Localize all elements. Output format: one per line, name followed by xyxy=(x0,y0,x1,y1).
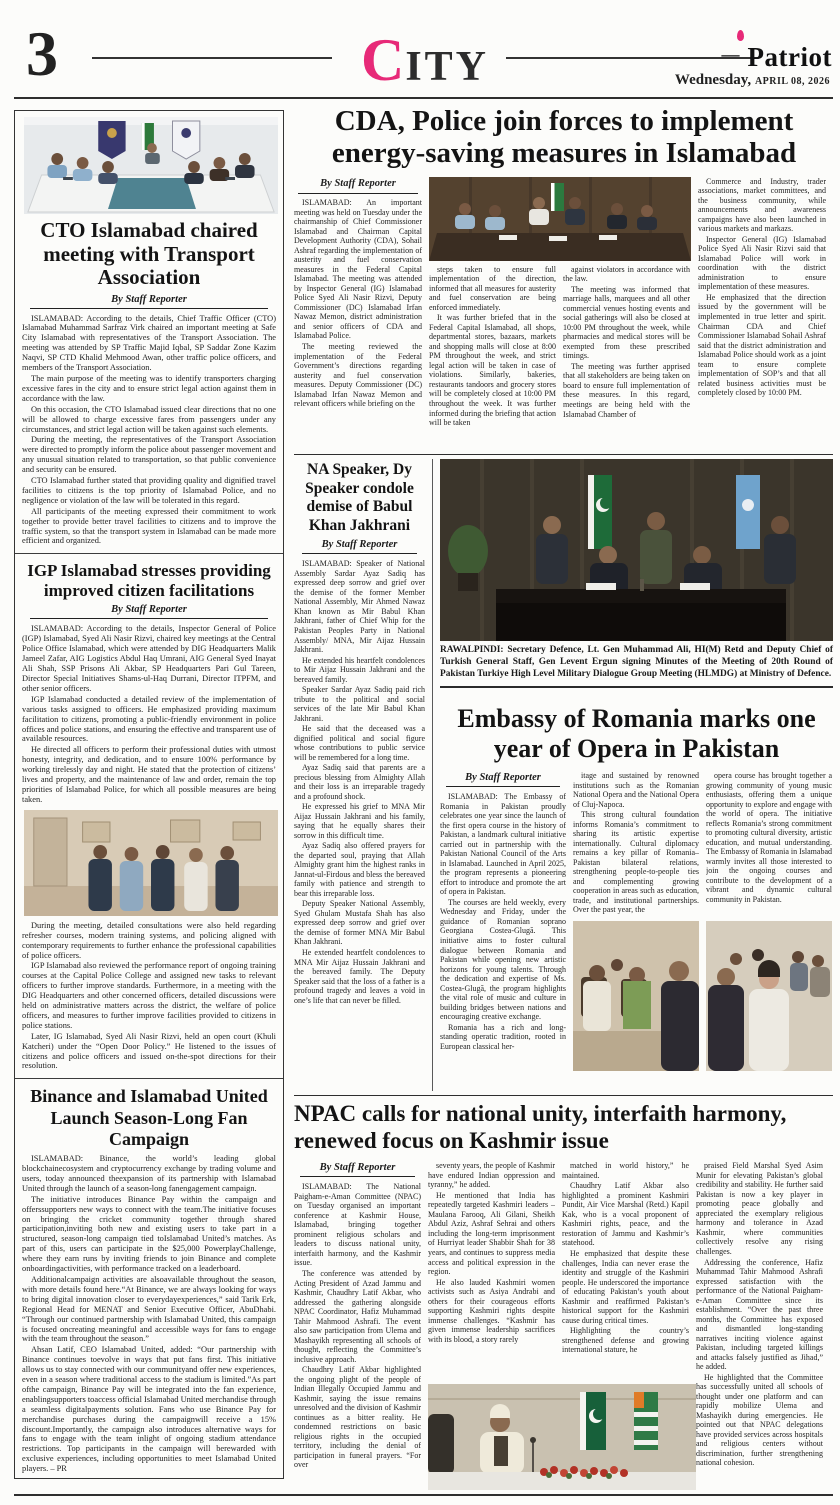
paragraph: IGP Islamabad also reviewed the performance report of ongoing training courses at the Capital Police College and assigned new tasks to relevant officers to further improve standards. Furthermore, in a meeting with the DIG Headquarters and other concerned officers, detailed discussions were held on administrative matters across the district, the welfare of police officers, and measures to further improve facilities provided to citizens in police stations. xyxy=(22,961,276,1030)
paragraph: ISLAMABAD: Speaker of National Assembly Sardar Ayaz Sadiq has expressed deep sorrow and grief over the demise of the former Member National Assembly, Mir Ahmed Nawaz Khan known as Mir Babul Khan Jakhrani, father of Chief Whip for the Pakistan Peoples Party in National Assembly/ MNA, Mir Aijaz Hussain Jakhrani. xyxy=(294,559,425,655)
paragraph: steps taken to ensure full implementation of the direction, informed that all measures for austerity and fuel conservation are being enforced immediately. xyxy=(429,264,556,312)
article-romania xyxy=(440,700,833,1092)
paragraph: He directed all officers to perform their professional duties with utmost honesty, integrity, and dedication, and to ensure 100% performance by working tirelessly day and night. He stated that the protection of citizens’ lives and property, and the maintenance of law and order, remain the top priorities of Islamabad Police, for which all possible measures are being taken. xyxy=(22,745,276,804)
cda-columns xyxy=(294,177,834,449)
paragraph: The meeting was informed that marriage halls, marquees and all other commercial venues hosting events and social gatherings will also be closed at 10:00 PM throughout the week, while pharmacies and medical stores will be exempted from these prescribed timings. xyxy=(563,284,690,361)
paragraph: He expressed his grief to MNA Mir Aijaz Hussain Jakhrani and his family, saying that he equally shares their sorrow in this difficult time. xyxy=(294,802,425,840)
paragraph: Addressing the conference, Hafiz Muhammad Tahir Mahmood Ashrafi expressed satisfaction with the performance of the National Paigham-e-Aman Committee since its establishment. “Over the past three months, the Committee has exposed and dismantled long-standing narratives inciting violence against Pakistan, including targeted killings and attacks falsely justified as Jihad,” he added. xyxy=(696,1257,823,1372)
romania-column-1 xyxy=(440,771,566,1092)
paragraph: Commerce and Industry, trader associations, market committees, and the business community, while announcements and awareness campaigns have also been launched in various markets and markazs. xyxy=(698,176,826,234)
romania-headline: Embassy of Romania marks one year of Opera in Pakistan xyxy=(457,704,816,763)
transport-association-meeting-photo xyxy=(24,117,278,214)
npac-conference-photo xyxy=(428,1384,696,1490)
masthead-rule-left xyxy=(92,57,332,59)
paragraph: The meeting was further apprised that all stakeholders are being taken on board to ensure full implementation of these measures. In this regard, meetings are being held with the Islamabad Chamber of xyxy=(563,361,690,419)
cda-middle-columns xyxy=(429,265,691,447)
romania-byline: By Staff Reporter xyxy=(446,771,560,787)
romania-col2-text xyxy=(573,771,699,917)
article-igp xyxy=(22,561,276,1071)
npac-column-1 xyxy=(294,1161,421,1493)
paragraph: Deputy Speaker National Assembly, Syed Ghulam Mustafa Shah has also expressed deep sorrow and grief over the demise of former MNA Mir Babul Khan Jakhrani. xyxy=(294,899,425,947)
page-number: 3 xyxy=(26,18,58,89)
paragraph: Speaker Sardar Ayaz Sadiq paid rich tribute to the political and social services of the late Mir Babul Khan Jakhrani. xyxy=(294,685,425,723)
paragraph: This strong cultural foundation informs Romania’s commitment to sharing its artistic expertise internationally. Cultural diplomacy remains a key pillar of Romania–Pakistan bilateral relations, strengthening people-to-people ties and complementing growing cooperation in areas such as education, trade, and institutional partnerships. Over the past year, the xyxy=(573,810,699,915)
npac-headline: NPAC calls for national unity, interfaith harmony, renewed focus on Kashmir issue xyxy=(294,1101,787,1153)
romania-columns xyxy=(440,771,833,1092)
paragraph: praised Field Marshal Syed Asim Munir for elevating Pakistan’s global credibility and stability. He further said Pakistan is now a key player in promoting peace globally and appreciated the exemplary religious harmony and tolerance in Azad Kashmir, where communities collectively resolve any rising challenges. xyxy=(696,1161,823,1256)
npac-col3-text xyxy=(562,1161,689,1373)
section-initial: C xyxy=(360,27,406,93)
paragraph: Romania has a rich and long-standing operatic tradition, rooted in European classical her- xyxy=(440,1022,566,1051)
binance-body xyxy=(22,1154,276,1474)
newspaper-brand: — Patriot xyxy=(748,42,832,73)
cto-headline: CTO Islamabad chaired meeting with Transport Association xyxy=(40,218,258,290)
paragraph: He said that the deceased was a dignified political and social figure whose contributions to public service will be remembered for a long time. xyxy=(294,724,425,762)
paragraph: Later, IG Islamabad, Syed Ali Nasir Rizvi, held an open court (Khuli Katcheri) under the “Open Door Policy.” He listened to the issues of citizens and police officers and issued on-the-spot directions for their resolution. xyxy=(22,1031,276,1071)
na-speaker-body xyxy=(294,559,425,1005)
masthead-flame-icon xyxy=(737,30,744,41)
paragraph: He mentioned that India has repeatedly targeted Kashmiri leaders – Maulana Farooq, Ali Gilani, Sheikh Abdul Aziz, Ashraf Sehrai and others including the long-term imprisonment of Hurriyat leader Shabbir Shah for 38 years, and continues to suppress media access and political expression in the region. xyxy=(428,1190,555,1277)
paragraph: ISLAMABAD: The Embassy of Romania in Pakistan proudly celebrates one year since the launch of the first opera course in the history of Pakistan, a landmark cultural initiative carried out in partnership with the Pakistan National Council of the Arts in Islamabad. Launched in April 2025, the program represents a pioneering effort to introduce and promote the art of opera in Pakistan. xyxy=(440,792,566,897)
paragraph: ISLAMABAD: The National Paigham-e-Aman Committee (NPAC) on Tuesday organised an important conference at Kashmir House, Islamabad, bringing together prominent religious scholars and leaders to discuss national unity, interfaith harmony, and the Kashmir issue. xyxy=(294,1182,421,1268)
romania-col3-text xyxy=(706,771,832,917)
paragraph: The courses are held weekly, every Wednesday and Friday, under the guidance of Romanian soprano Georgiana Costea-Glugă. This initiative aims to foster cultural dialogue between Romania and Pakistan while opening new artistic horizons for young talents. Through the dedication and expertise of Ms. Costea-Glugă, the program highlights the vital role of music and culture in building bridges between nations and encouraging creative exchange. xyxy=(440,897,566,1022)
romania-event-photo-right xyxy=(706,921,832,1071)
page-bottom-rule xyxy=(14,1494,833,1496)
paragraph: matched in world history,” he maintained. xyxy=(562,1161,689,1180)
article-cda xyxy=(294,104,834,452)
paragraph: Inspector General (IG) Islamabad Police Syed Ali Nasir Rizvi said that Islamabad Police will work in coordination with the district administration to ensure implementation of these measures. xyxy=(698,234,826,292)
romania-column-2 xyxy=(573,771,699,1092)
igp-body-bottom xyxy=(22,921,276,1072)
paragraph: During the meeting, the representatives of the Transport Association were directed to promptly inform the police about passenger movement and any unusual situation related to transportation, so that public convenience and security can be ensured. xyxy=(22,435,276,475)
paragraph: seventy years, the people of Kashmir have endured Indian oppression and tyranny,” he added. xyxy=(428,1161,555,1190)
npac-col4-text xyxy=(696,1161,823,1483)
paragraph: ISLAMABAD: According to the details, Chief Traffic Officer (CTO) Islamabad Muhammad Sarfraz Virk chaired an important meeting at Safe City Islamabad with representatives of the Transport Association. The meeting was attended by SP Traffic Majid Iqbal, SP Saddar Zone Kazim Naqvi, SP CTD Khalid Mehmood Awan, other traffic police officers, and members of the Transport Association. xyxy=(22,313,276,373)
igp-headline: IGP Islamabad stresses providing improved citizen facilitations xyxy=(27,561,271,600)
masthead-rule-right xyxy=(506,57,758,59)
cto-byline: By Staff Reporter xyxy=(30,293,268,309)
paragraph: The conference was attended by Acting President of Azad Jammu and Kashmir, Chaudhry Latif Akbar, who addressed the gathering alongside NPAC Coordinator, Hafiz Muhammad Tahir Mahmood Ashrafi. The event also saw participation from Ulema and Mashayikh representing all schools of thought, reflecting the Committee’s inclusive approach. xyxy=(294,1268,421,1364)
article-na-speaker xyxy=(294,459,433,1091)
igp-byline: By Staff Reporter xyxy=(30,603,268,619)
section-rest: ITY xyxy=(405,44,490,90)
paragraph: He also lauded Kashmiri women activists such as Asiya Andrabi and others for their courageous efforts supporting Kashmiri rights despite immense challenges. “Kashmir has given immense leadership sacrifices with its blood, a story rarely xyxy=(428,1277,555,1344)
article-binance xyxy=(22,1086,276,1474)
header-rule xyxy=(14,97,833,99)
paragraph: against violators in accordance with the law. xyxy=(563,264,690,284)
cda-headline: CDA, Police join forces to implement energy-saving measures in Islamabad xyxy=(331,105,797,169)
article-cto xyxy=(22,117,276,546)
paragraph: He extended heartfelt condolences to MNA Mir Aijaz Hussain Jakhrani and the bereaved family. The Deputy Speaker said that the loss of a father is a profound tragedy and leaves a void in one’s life that can never be filled. xyxy=(294,948,425,1005)
paragraph: He emphasized that despite these challenges, India can never erase the identity and struggle of the Kashmiri people. He underscored the importance of educating Pakistan’s youth about Kashmir and reaffirmed Pakistan’s historical support for the Kashmiri cause during critical times. xyxy=(562,1248,689,1325)
binance-headline: Binance and Islamabad United Launch Season-Long Fan Campaign xyxy=(30,1086,268,1149)
paragraph: Ahsan Latif, CEO Islamabad United, added: “Our partnership with Binance continues toevolve in ways that put fans first. This initiative allows us to stay connected with our communityand offer new experiences, even in a season where traditional access to the stadium is limited.”As part ofthe campaign, Binance Pay will be integrated into the fan experience, enablingsupporters toaccess official Islamabad United merchandise through a seamless digitalpayments solution. Fans who use Binance Pay for merchandise purchases during the campaignwill receive a 15% discount.Importantly, the campaign also introduces alternative ways for fans to engage with the team inlight of ongoing stadium attendance restrictions. Top participants in the campaign will berewarded with exclusive experiences, including opportunities to meet Islamabad United players. – PR xyxy=(22,1345,276,1474)
paragraph: ISLAMABAD: According to the details, Inspector General of Police (IGP) Islamabad, Syed Ali Nasir Rizvi, chaired key meetings at the Central Police Office Islamabad, which were attended by DIG Headquarters Malik Jameel Zafar, AIG Logistics Abdul Haq Umrani, AIG General Syed Inayat Ali Shah, SSP Prisons Ali Akbar, SP Headquarters Pari Gul Tareen, Director Special Initiatives Shams-ul-Haq Durrani, Director ITPFM, and other senior officers. xyxy=(22,624,276,693)
paragraph: He highlighted that the Committee has successfully united all schools of thought under one platform and can rapidly mobilize Ulema and Mashayikh during emergencies. He pointed out that NPAC delegations have provided services across hospitals and religious centers without discrimination, further strengthening national cohesion. xyxy=(696,1372,823,1468)
paragraph: CTO Islamabad further stated that providing quality and dignified travel facilities to citizens is the top priority of Islamabad Police, and no negligence or violation of the law will be tolerated in this regard. xyxy=(22,476,276,505)
military-photo-caption: RAWALPINDI: Secretary Defence, Lt. Gen Muhammad Ali, HI(M) Retd and Deputy Chief of Turkish General Staff, Gen Levent Ergun signing Minutes of the Meeting of 20th Round of Pakistan Turkiye High Level Military Dialogue Group Meeting (HLMDG) at Ministry of Defence. xyxy=(440,644,833,688)
paragraph: Ayaz Sadiq said that parents are a precious blessing from Almighty Allah and their loss is an irreparable tragedy and a profound shock. xyxy=(294,763,425,801)
paragraph: Chaudhry Latif Akbar also highlighted a prominent Kashmiri Pundit, Air Vice Marshal (Retd.) Kapil Kak, who is a vocal proponent of Kashmiri rights, peace, and the restoration of Jammu and Kashmir’s statehood. xyxy=(562,1181,689,1248)
military-signing-photo xyxy=(440,459,833,641)
paragraph: During the meeting, detailed consultations were also held regarding refresher courses, modern training systems, and policing aligned with contemporary requirements to further enhance the professional capabilities of police officers. xyxy=(22,920,276,960)
paragraph: He extended his heartfelt condolences to Mir Aijaz Hussain Jakhrani and the bereaved family. xyxy=(294,655,425,684)
article-npac xyxy=(294,1101,834,1493)
romania-event-photo-left xyxy=(573,921,699,1071)
npac-byline: By Staff Reporter xyxy=(300,1161,415,1177)
paragraph: On this occasion, the CTO Islamabad issued clear directions that no one will be allowed to charge excessive fares from passengers under any circumstances, and strict legal action will be taken against such elements. xyxy=(22,404,276,434)
paragraph: It was further briefed that in the Federal Capital Islamabad, all shops, departmental stores, bazaars, markets and shopping malls will close at 8:00 PM throughout the week, and strict legal action will be taken in case of violations. Similarly, bakeries, restaurants tandoors and grocery stores will be completely closed at 10:00 PM throughout the week. It was further informed during the briefing that action will be taken xyxy=(429,313,556,428)
paragraph: All participants of the meeting expressed their commitment to work together to provide better travel facilities to citizens and to improve the traffic system, so that the transport system in Islamabad can be made more efficient and organized. xyxy=(22,506,276,546)
paragraph: He emphasized that the direction issued by the government will be implemented in true letter and spirit. Chairman CDA and Chief Commissioner Islamabad Sohail Ashraf said that the district administration and Islamabad Police should work as a joint team to ensure complete implementation of SOP’s and that all related business activities must be completely closed by 10:00 PM. xyxy=(698,292,826,398)
paragraph: IGP Islamabad conducted a detailed review of the implementation of various tasks assigned to officers. He emphasized providing maximum facilitation to citizens, promoting a public-friendly environment in police offices and police stations, and ensuring the effective and transparent use of available resources. xyxy=(22,694,276,744)
cda-column-3 xyxy=(563,265,690,447)
npac-col1-text xyxy=(294,1182,421,1493)
paragraph: Additionalcampaign activities are alsoavailable throughout the season, with more details found here.“At Binance, we are always looking for ways to bring digital innovation closer to everydayexperiences,” said Tarik Erk, Regional Head for MENAT and Senior Executive Officer, AbuDhabi. “Through our continued partnership with Islamabad United, this campaign is focused oncreating meaningful and accessible ways for fans to engage with the team throughout the season.” xyxy=(22,1274,276,1344)
cda-column-1 xyxy=(294,177,422,449)
cda-police-meeting-photo xyxy=(429,177,691,261)
section-rule xyxy=(294,1095,833,1096)
npac-column-4 xyxy=(696,1161,823,1493)
paragraph: Chaudhry Latif Akbar highlighted the ongoing plight of the people of Indian Illegally Occupied Jammu and Kashmir, saying the issue remains unresolved and the division of Kashmir continues as a bitter reality. He condemned restrictions on basic religious rights in the occupied territory, including the denial of participation in funeral prayers. “For over xyxy=(294,1365,421,1470)
section-masthead xyxy=(320,26,530,95)
cda-column-4 xyxy=(698,177,826,449)
igp-open-court-photo xyxy=(24,810,278,916)
paragraph: The main purpose of the meeting was to identify transporters charging excessive fares in the city and to ensure strict legal action against them in accordance with the law. xyxy=(22,373,276,403)
na-speaker-headline: NA Speaker, Dy Speaker condole demise of Babul Khan Jakhrani xyxy=(305,461,414,534)
section-rule xyxy=(294,454,833,455)
cto-body xyxy=(22,314,276,547)
paragraph: ISLAMABAD: An important meeting was held on Tuesday under the chairmanship of Chief Commissioner Islamabad and Chairman Capital Development Authority (CDA), Sohail Ashraf regarding the implementation of austerity and fuel conservation measures in the Federal Capital Islamabad. The meeting was attended by Inspector General (IG) Islamabad Police Syed Ali Nasir Rizvi, Deputy Commissioner (DC) Islamabad Irfan Nawaz Memon, district administration and senior officers of CDA and Islamabad Police. xyxy=(294,198,422,341)
paragraph: Ayaz Sadiq also offered prayers for the departed soul, praying that Allah Almighty grant him the highest ranks in Jannat-ul-Firdous and bless the bereaved family with patience and strength to bear this irreparable loss. xyxy=(294,841,425,898)
article-divider xyxy=(15,1078,283,1079)
cda-column-2 xyxy=(429,265,556,447)
cda-byline: By Staff Reporter xyxy=(298,177,418,194)
paragraph: opera course has brought together a growing community of young music enthusiasts, offering them a unique opportunity to explore and engage with the world of opera. The initiative reflects Romania’s strong commitment to promoting cultural diversity, artistic education, and mutual understanding. The Embassy of Romania in Islamabad warmly invites all those interested to join the ongoing courses and contribute to the development of a vibrant and dynamic cultural community in Pakistan. xyxy=(706,771,832,904)
left-column xyxy=(14,110,284,1479)
article-divider xyxy=(15,553,283,554)
cda-middle xyxy=(429,177,691,449)
paragraph: ISLAMABAD: Binance, the world’s leading global blockchainecosystem and cryptocurrency exchange by trading volume and users, today announced theexpansion of its partnership with Islamabad United through the launch of a season-long fanengagement campaign. xyxy=(22,1154,276,1193)
dateline xyxy=(675,72,830,89)
paragraph: The initiative introduces Binance Pay within the campaign and offerssupporters new ways to connect with the team.The initiative focuses on bringing the cricket community together through shared participation,inviting both new and existing users to take part in a structured, season-long campaign tied toIslamabad United’s matches. As part of this, users can participate in the $25,000 PowerplayChallenge, where they earn runs by inviting friends to join Binance and complete onboardingactivities, with performance tracked on a leaderboard. xyxy=(22,1194,276,1274)
date-day: Wednesday, xyxy=(674,72,752,88)
na-speaker-byline: By Staff Reporter xyxy=(302,538,417,554)
romania-column-3 xyxy=(706,771,832,1092)
date-rest: APRIL 08, 2026 xyxy=(754,76,830,87)
romania-col1-text xyxy=(440,792,566,1092)
npac-col2-text xyxy=(428,1161,555,1373)
igp-body-top xyxy=(22,624,276,804)
paragraph: The meeting reviewed the implementation of the Federal Government’s directions regarding austerity and fuel conservation measures. Deputy Commissioner (DC) Islamabad Irfan Nawaz Memon and relevant officers while briefing on the xyxy=(294,342,422,409)
paragraph: Highlighting the country’s strengthened defense and growing international stature, he xyxy=(562,1326,689,1355)
paragraph: itage and sustained by renowned institutions such as the Romanian National Opera and the National Opera of Cluj-Napoca. xyxy=(573,771,699,809)
